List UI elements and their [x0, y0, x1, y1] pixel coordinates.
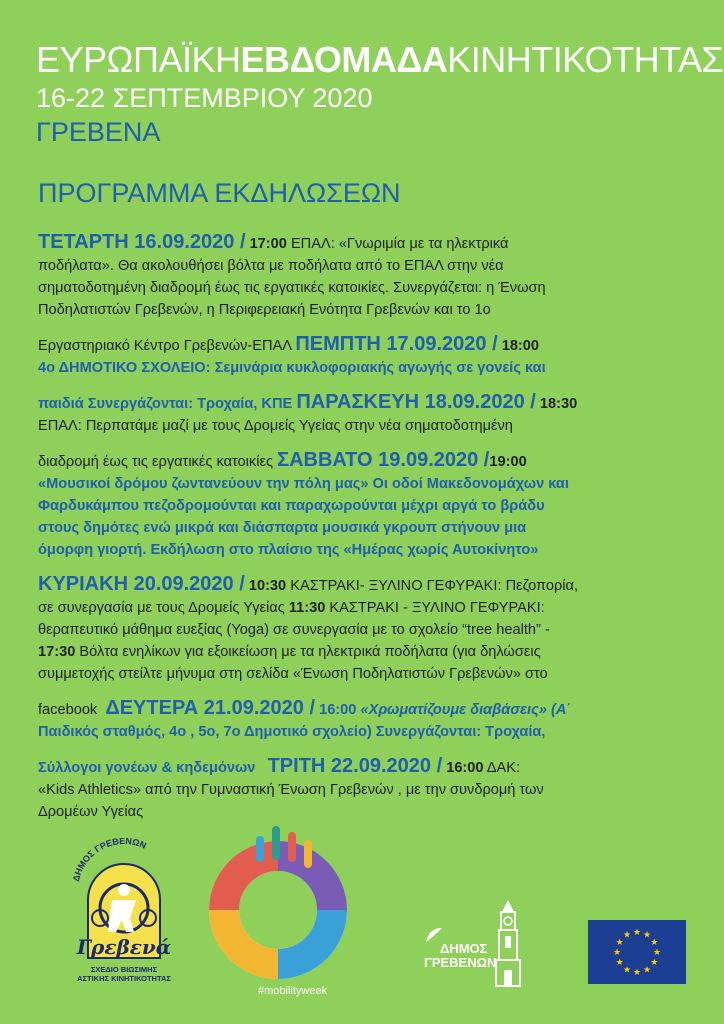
event-fri: παιδιά Συνεργάζονται: Τροχαία, ΚΠΕ ΠΑΡΑΣΚΕΥΗ 18.09.2020 / 18:30: [38, 391, 578, 413]
eu-star: ★: [642, 964, 652, 975]
poster-title: ΕΥΡΩΠΑΪΚΗΕΒΔΟΜΑΔΑΚΙΝΗΤΙΚΟΤΗΤΑΣ: [36, 39, 724, 80]
eu-star: ★: [615, 957, 624, 967]
mobility-week-tag: #mobilityweek: [258, 985, 328, 997]
title-bold: ΕΒΔΟΜΑΔΑ: [240, 39, 448, 80]
grevena-logo-subtitle: ΣΧΕΔΙΟ ΒΙΩΣΙΜΗΣ ΑΣΤΙΚΗΣ ΚΙΝΗΤΙΚΟΤΗΤΑΣ: [77, 965, 171, 983]
eu-star: ★: [622, 929, 632, 940]
eu-star: ★: [632, 967, 642, 977]
mobility-week-logo: [208, 822, 348, 982]
poster-dates: 16-22 ΣΕΠΤΕΜΒΡΙΟΥ 2020: [36, 83, 373, 113]
event-mon: facebook ΔΕΥΤΕΡΑ 21.09.2020 / 16:00 «Χρωματίζουμε διαβάσεις» (Α΄: [38, 697, 572, 719]
event-thu: Εργαστηριακό Κέντρο Γρεβενών-ΕΠΑΛ ΠΕΜΠΤΗ 17.09.2020 / 18:00: [38, 333, 540, 355]
svg-text:ΔΗΜΟΣ ΓΡΕΒΕΝΩΝ: ΔΗΜΟΣ ΓΡΕΒΕΝΩΝ: [70, 838, 148, 883]
program-heading: ΠΡΟΓΡΑΜΜΑ ΕΚΔΗΛΩΣΕΩΝ: [38, 178, 401, 208]
event-tue: Σύλλογοι γονέων & κηδεμόνων ΤΡΙΤΗ 22.09.2020 / 16:00 ΔΑΚ:: [38, 755, 521, 777]
poster-city: ΓΡΕΒΕΝΑ: [36, 117, 161, 147]
eu-star: ★: [632, 927, 642, 937]
eu-star: ★: [650, 937, 659, 947]
eu-star: ★: [650, 957, 659, 967]
event-sat: διαδρομή έως τις εργατικές κατοικίες ΣΑΒΒΑΤΟ 19.09.2020 /19:00: [38, 449, 527, 471]
eu-star: ★: [652, 947, 662, 957]
svg-text:Γρεβενά: Γρεβενά: [76, 935, 172, 959]
eu-stars-icon: [588, 920, 686, 984]
eu-star: ★: [622, 964, 632, 975]
dimos-grevenon-logo: ΔΗΜΟΣ ΓΡΕΒΕΝΩΝ: [424, 941, 497, 970]
clock-tower-icon: [488, 898, 528, 990]
eu-flag: [588, 920, 686, 984]
event-sun: ΚΥΡΙΑΚΗ 20.09.2020 / 10:30 ΚΑΣΤΡΑΚΙ- ΞΥΛΙΝΟ ΓΕΦΥΡΑΚΙ: Πεζοπορία,: [38, 573, 578, 595]
eu-star: ★: [612, 947, 622, 957]
eu-star: ★: [642, 929, 652, 940]
event-wed: ΤΕΤΑΡΤΗ 16.09.2020 / 17:00 ΕΠΑΛ: «Γνωριμία με τα ηλεκτρικά: [38, 231, 509, 253]
program-body: ΤΕΤΑΡΤΗ 16.09.2020 / 17:00 ΕΠΑΛ: «Γνωριμία με τα ηλεκτρικά ποδήλατα». Θα ακολουθήσει βόλτα με ποδήλατα από το ΕΠΑΛ στην νέα σηματοδοτημένη διαδρομή έως τις εργατικές κατοικίες. Συνεργάζεται: η Ένωση Ποδηλατιστών Γρεβενών, η Περιφερειακή Ενότητα Γρεβενών και το 1ο Εργαστηριακό Κέντρο Γρεβενών-ΕΠΑΛ ΠΕΜΠΤΗ 17.09.2020 / 18:00 4ο ΔΗΜΟΤΙΚΟ ΣΧΟΛΕΙΟ: Σεμινάρια κυκλοφοριακής αγωγής σε γονείς και παιδιά Συνεργάζονται: Τροχαία, ΚΠΕ ΠΑΡΑΣΚΕΥΗ 18.09.2020 / 18:30 ΕΠΑΛ: Περπατάμε μαζί με τους Δρομείς Υγείας στην νέα σηματοδοτημένη διαδρομή έως τις εργατικές κατοικίες ΣΑΒΒΑΤΟ 19.09.2020 /19:00 «Μουσικοί δρόμου ζωντανεύουν την πόλη μας» Οι οδοί Μακεδονομάχων και Φαρδυκάμπου πεζοδρομούνται και παραχωρούνται μέχρι αργά το βράδυ στους δημότες ενώ μικρά και διάσπαρτα μουσικά γκρουπ στήνουν μια όμορφη γιορτή. Εκδήλωση στο πλαίσιο της «Ημέρας χωρίς Αυτοκίνητο» ΚΥΡΙΑΚΗ 20.09.2020 / 10:30 ΚΑΣΤΡΑΚΙ- ΞΥΛΙΝΟ ΓΕΦΥΡΑΚΙ: Πεζοπορία, σε συνεργασία με τους Δρομείς Υγείας 11:30 ΚΑΣΤΡΑΚΙ - ΞΥΛΙΝΟ ΓΕΦΥΡΑΚΙ: θεραπευτικό μάθημα ευεξίας (Yoga) σε συνεργασία με το σχολείο “tree health” - 17:30 Βόλτα ενηλίκων για εξοικείωση με τα ηλεκτρικά ποδήλατα (για δηλώσεις συμμετοχής στείλτε μήνυμα στη σελίδα «Ένωση Ποδηλατιστών Γρεβενών» στο facebook ΔΕΥΤΕΡΑ 21.09.2020 / 16:00 «Χρωματίζουμε διαβάσεις» (Α΄ Παιδικός σταθμός, 4ο , 5ο, 7ο Δημοτικό σχολείο) Συνεργάζονται: Τροχαία, Σύλλογοι γονέων & κηδεμόνων ΤΡΙΤΗ 22.09.2020 / 16:00 ΔΑΚ: «Kids Athletics» από την Γυμναστική Ένωση Γρεβενών , με την συνδρομή των Δρομέων Υγείας: [38, 229, 698, 823]
eu-star: ★: [615, 937, 624, 947]
